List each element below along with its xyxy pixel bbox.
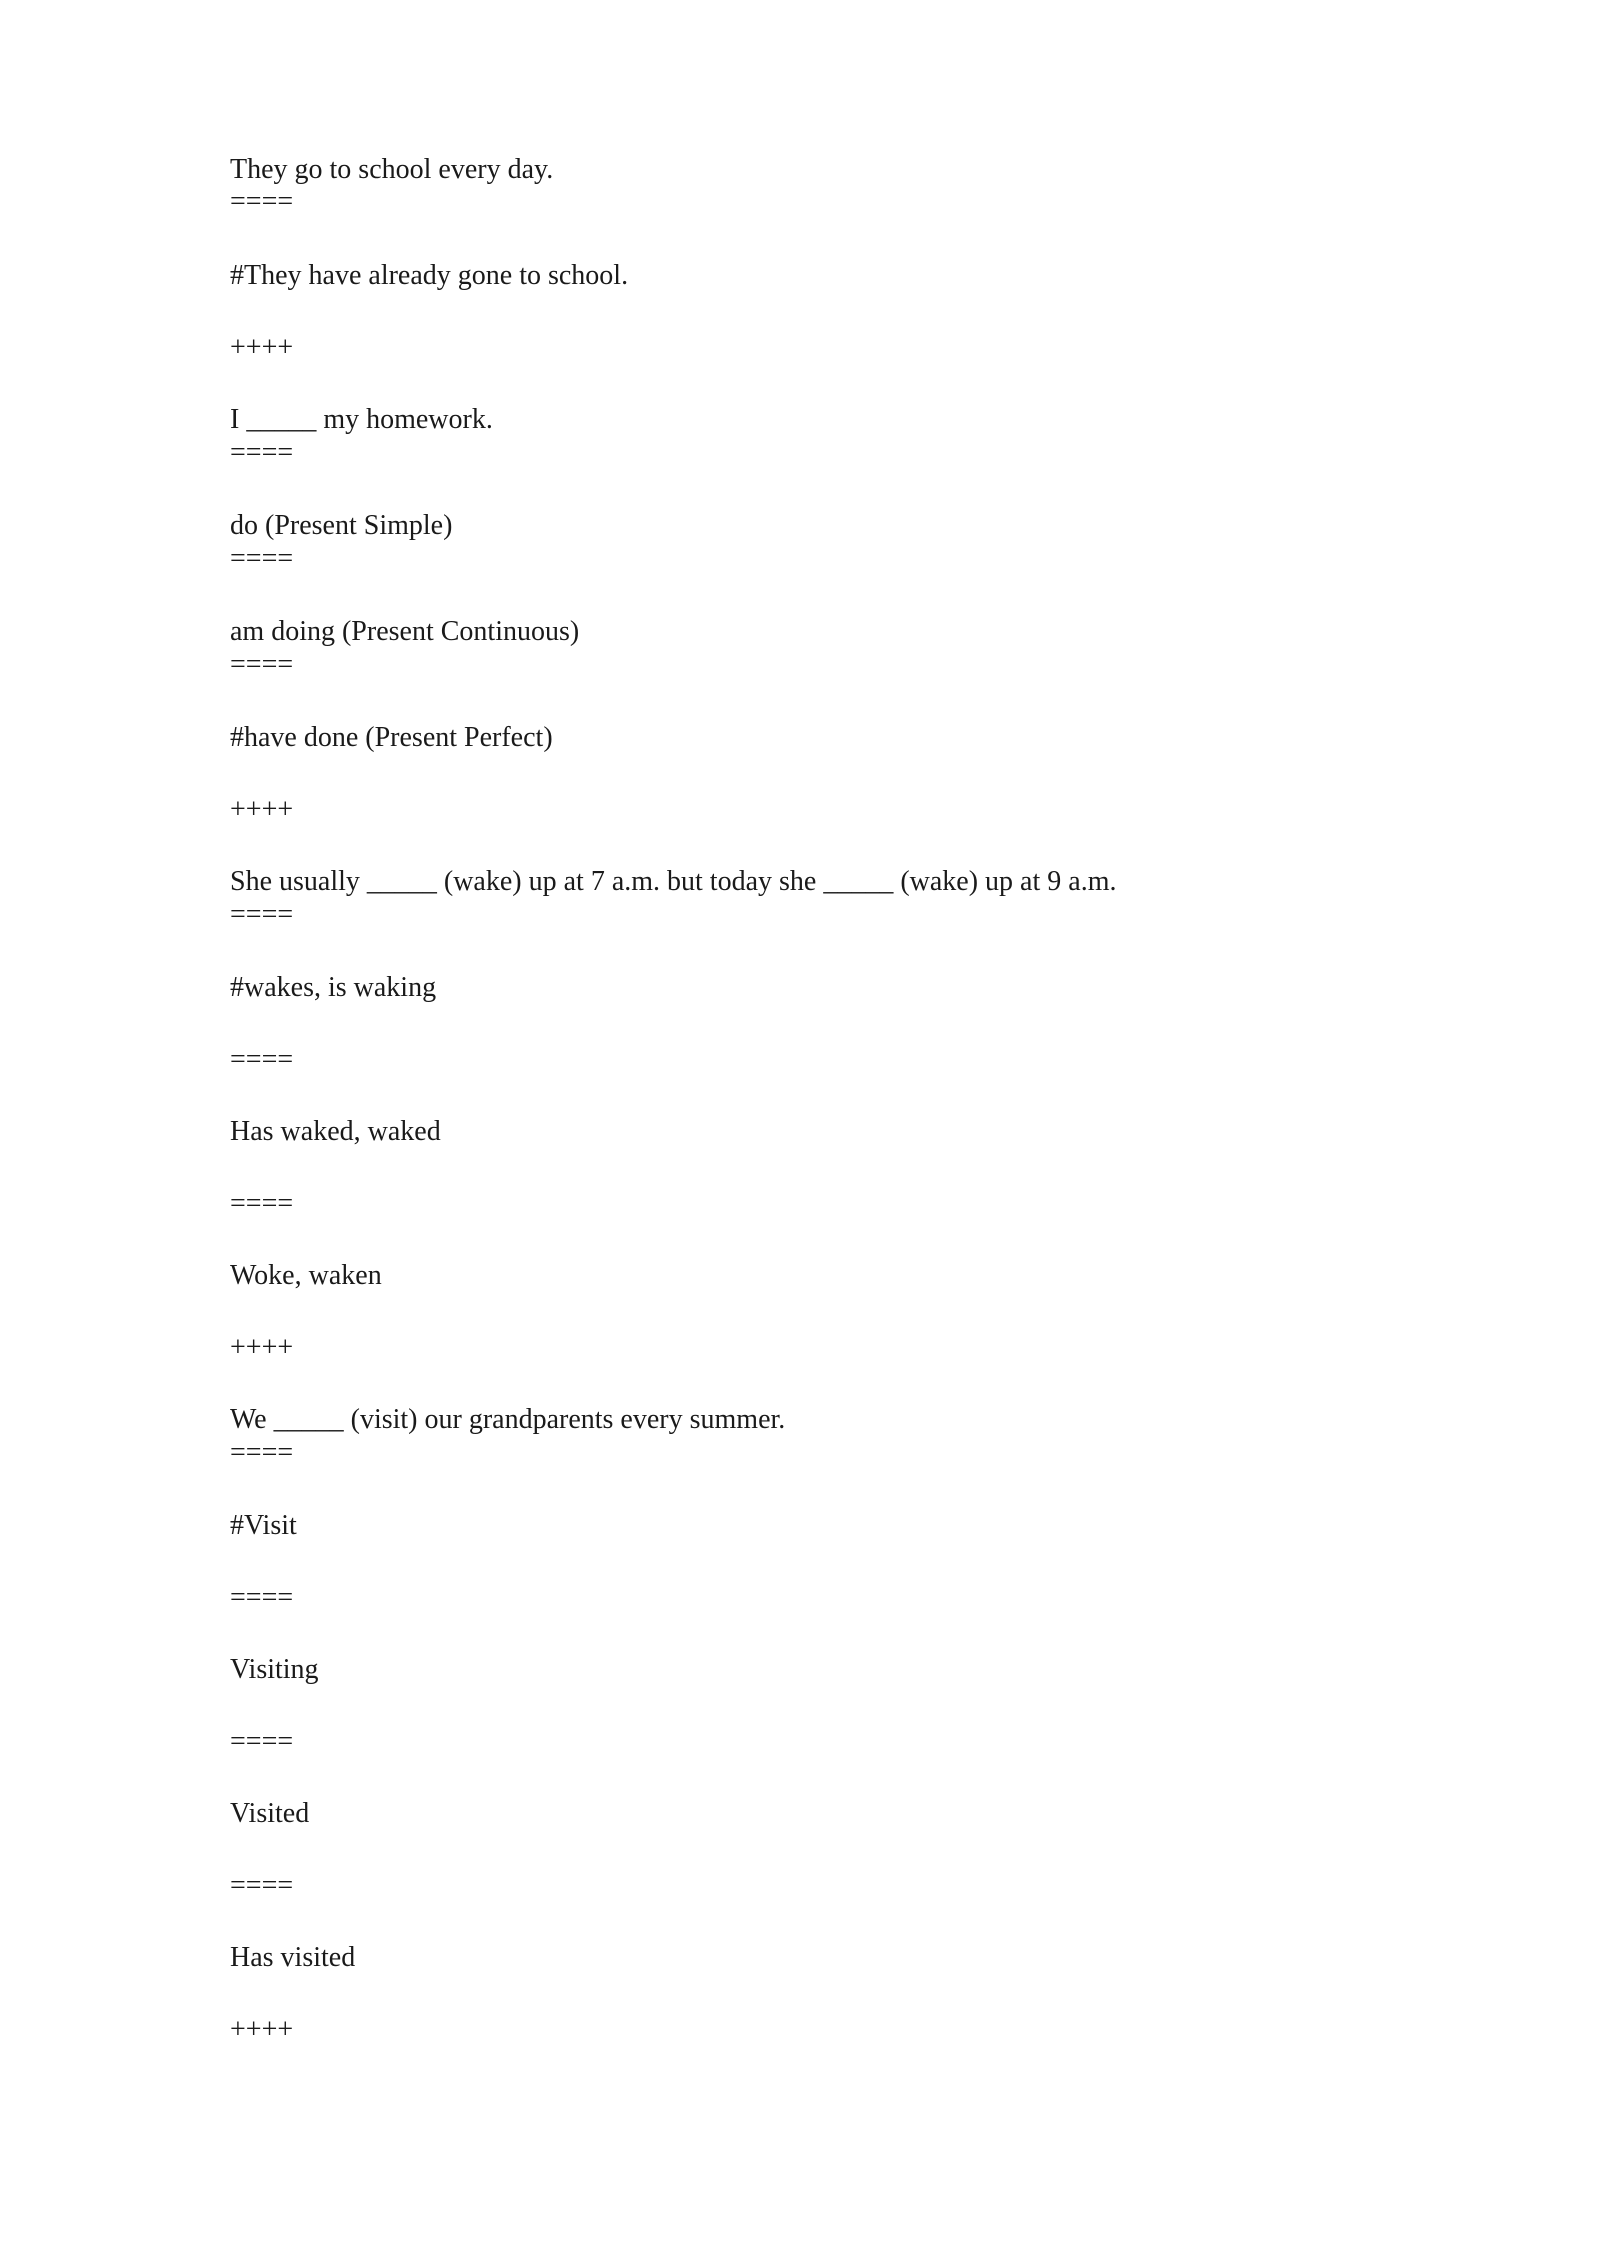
question-separator: ++++ xyxy=(230,2014,294,2045)
option-separator: ==== xyxy=(230,543,294,574)
answer-option: Has waked, waked xyxy=(230,1116,441,1147)
answer-correct: #wakes, is waking xyxy=(230,972,437,1003)
option-separator: ==== xyxy=(230,899,294,930)
answer-option: Visited xyxy=(230,1798,310,1829)
option-separator: ==== xyxy=(230,649,294,680)
option-separator: ==== xyxy=(230,1437,294,1468)
question-4-text: We _____ (visit) our grandparents every summer. xyxy=(230,1404,786,1435)
answer-option: Woke, waken xyxy=(230,1260,382,1291)
question-separator: ++++ xyxy=(230,1332,294,1363)
answer-option: am doing (Present Continuous) xyxy=(230,616,580,647)
answer-correct: #Visit xyxy=(230,1510,297,1541)
option-separator: ==== xyxy=(230,1188,294,1219)
answer-correct: #have done (Present Perfect) xyxy=(230,722,553,753)
question-2-text: I _____ my homework. xyxy=(230,404,493,435)
option-separator: ==== xyxy=(230,1044,294,1075)
answer-correct: #They have already gone to school. xyxy=(230,260,629,291)
option-separator: ==== xyxy=(230,1582,294,1613)
answer-option: do (Present Simple) xyxy=(230,510,453,541)
option-separator: ==== xyxy=(230,186,294,217)
answer-option: Visiting xyxy=(230,1654,319,1685)
question-separator: ++++ xyxy=(230,794,294,825)
question-3-text: She usually _____ (wake) up at 7 a.m. but today she _____ (wake) up at 9 a.m. xyxy=(230,866,1117,897)
answer-option: Has visited xyxy=(230,1942,356,1973)
option-separator: ==== xyxy=(230,437,294,468)
question-separator: ++++ xyxy=(230,332,294,363)
option-separator: ==== xyxy=(230,1726,294,1757)
option-separator: ==== xyxy=(230,1870,294,1901)
question-1-text: They go to school every day. xyxy=(230,154,554,185)
